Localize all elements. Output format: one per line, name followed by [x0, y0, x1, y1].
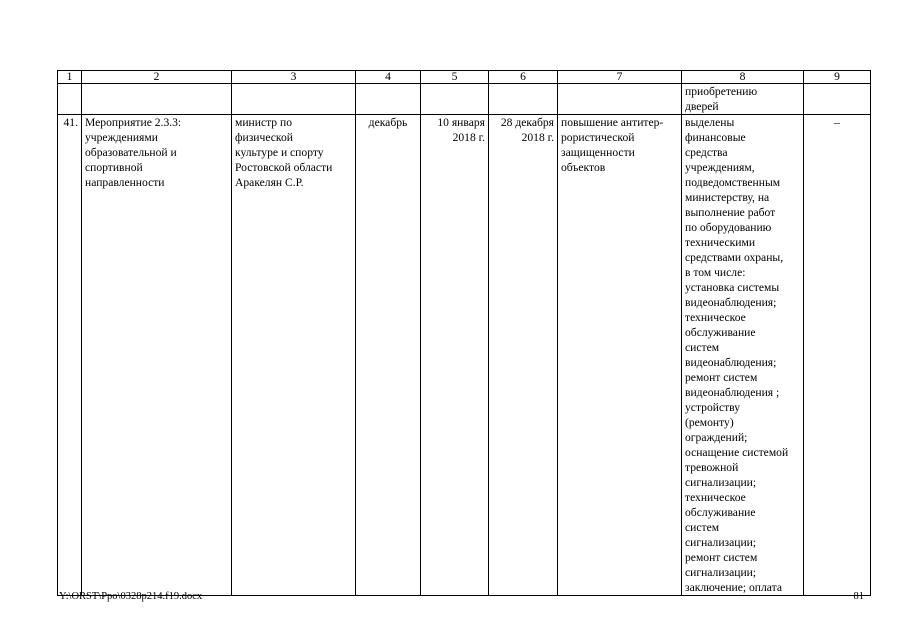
column-number: 1: [58, 71, 82, 84]
footer-file-path: Y:\ORST\Ppo\0328p214.f19.docx: [59, 591, 203, 602]
text-line: направленности: [85, 176, 165, 189]
text-line: подведомственным: [685, 176, 781, 189]
continuation-row: [58, 84, 871, 115]
text-line: сигнализации;: [685, 476, 757, 489]
text-line: Аракелян С.Р.: [235, 176, 304, 189]
note-cell: –: [804, 115, 871, 596]
text-line: техническое: [685, 491, 746, 504]
text-line: обслуживание: [685, 326, 756, 339]
column-number: 2: [82, 71, 232, 84]
text-line: в том числе:: [685, 266, 746, 279]
text-line: повышение антитер-: [561, 116, 664, 129]
text-line: объектов: [561, 161, 606, 174]
text-line: 28 декабря: [500, 116, 554, 129]
text-line: министерству, на: [685, 191, 770, 204]
column-number-row: [58, 71, 871, 84]
text-line: тревожной: [685, 461, 739, 474]
text-line: приобретению: [685, 85, 758, 98]
text-line: систем: [685, 521, 720, 534]
text-line: ремонт систем: [685, 371, 758, 384]
text-line: устройству: [685, 401, 741, 414]
text-line: сигнализации;: [685, 536, 757, 549]
column-number: 8: [682, 71, 804, 84]
column-number: 6: [489, 71, 558, 84]
text-line: видеонаблюдения ;: [685, 386, 780, 399]
text-line: видеонаблюдения;: [685, 296, 777, 309]
text-line: систем: [685, 341, 720, 354]
actual-result-cell: [682, 115, 804, 596]
text-line: техническими: [685, 236, 756, 249]
column-number: 5: [421, 71, 489, 84]
text-line: по оборудованию: [685, 221, 772, 234]
text-line: (ремонту): [685, 416, 734, 429]
expected-result-cell: [558, 115, 682, 596]
text-line: рористической: [561, 131, 635, 144]
text-line: обслуживание: [685, 506, 756, 519]
text-line: учреждениями: [85, 131, 158, 144]
text-line: средствами охраны,: [685, 251, 784, 264]
column-number: 4: [356, 71, 421, 84]
text-line: спортивной: [85, 161, 143, 174]
start-date-cell: [421, 115, 489, 596]
column-number: 3: [232, 71, 356, 84]
column-number: 9: [804, 71, 871, 84]
text-line: Ростовской области: [235, 161, 333, 174]
page-number: 81: [853, 591, 864, 602]
text-line: средства: [685, 146, 728, 159]
text-line: заключение; оплата: [685, 581, 783, 594]
text-line: ограждений;: [685, 431, 748, 444]
responsible-cell: [232, 115, 356, 596]
text-line: видеонаблюдения;: [685, 356, 777, 369]
text-line: выполнение работ: [685, 206, 776, 219]
period-cell: декабрь: [356, 115, 421, 596]
table-row-41: [58, 115, 871, 596]
text-line: выделены: [685, 116, 735, 129]
text-line: образовательной и: [85, 146, 177, 159]
measures-table: [57, 70, 871, 596]
text-line: культуре и спорту: [235, 146, 324, 159]
measure-name-cell: [82, 115, 232, 596]
text-line: министр по: [235, 116, 293, 129]
column-number: 7: [558, 71, 682, 84]
text-line: финансовые: [685, 131, 746, 144]
text-line: дверей: [685, 100, 719, 113]
result-continuation-cell: [682, 84, 804, 115]
text-line: учреждениям,: [685, 161, 755, 174]
end-date-cell: [489, 115, 558, 596]
text-line: техническое: [685, 311, 746, 324]
text-line: защищенности: [561, 146, 635, 159]
text-line: сигнализации;: [685, 566, 757, 579]
row-number-cell: 41.: [58, 115, 82, 596]
text-line: 10 января: [437, 116, 485, 129]
text-line: физической: [235, 131, 293, 144]
text-line: 2018 г.: [452, 131, 485, 144]
text-line: 2018 г.: [521, 131, 554, 144]
text-line: оснащение системой: [685, 446, 789, 459]
text-line: ремонт систем: [685, 551, 758, 564]
text-line: установка системы: [685, 281, 780, 294]
text-line: Мероприятие 2.3.3:: [85, 116, 182, 129]
